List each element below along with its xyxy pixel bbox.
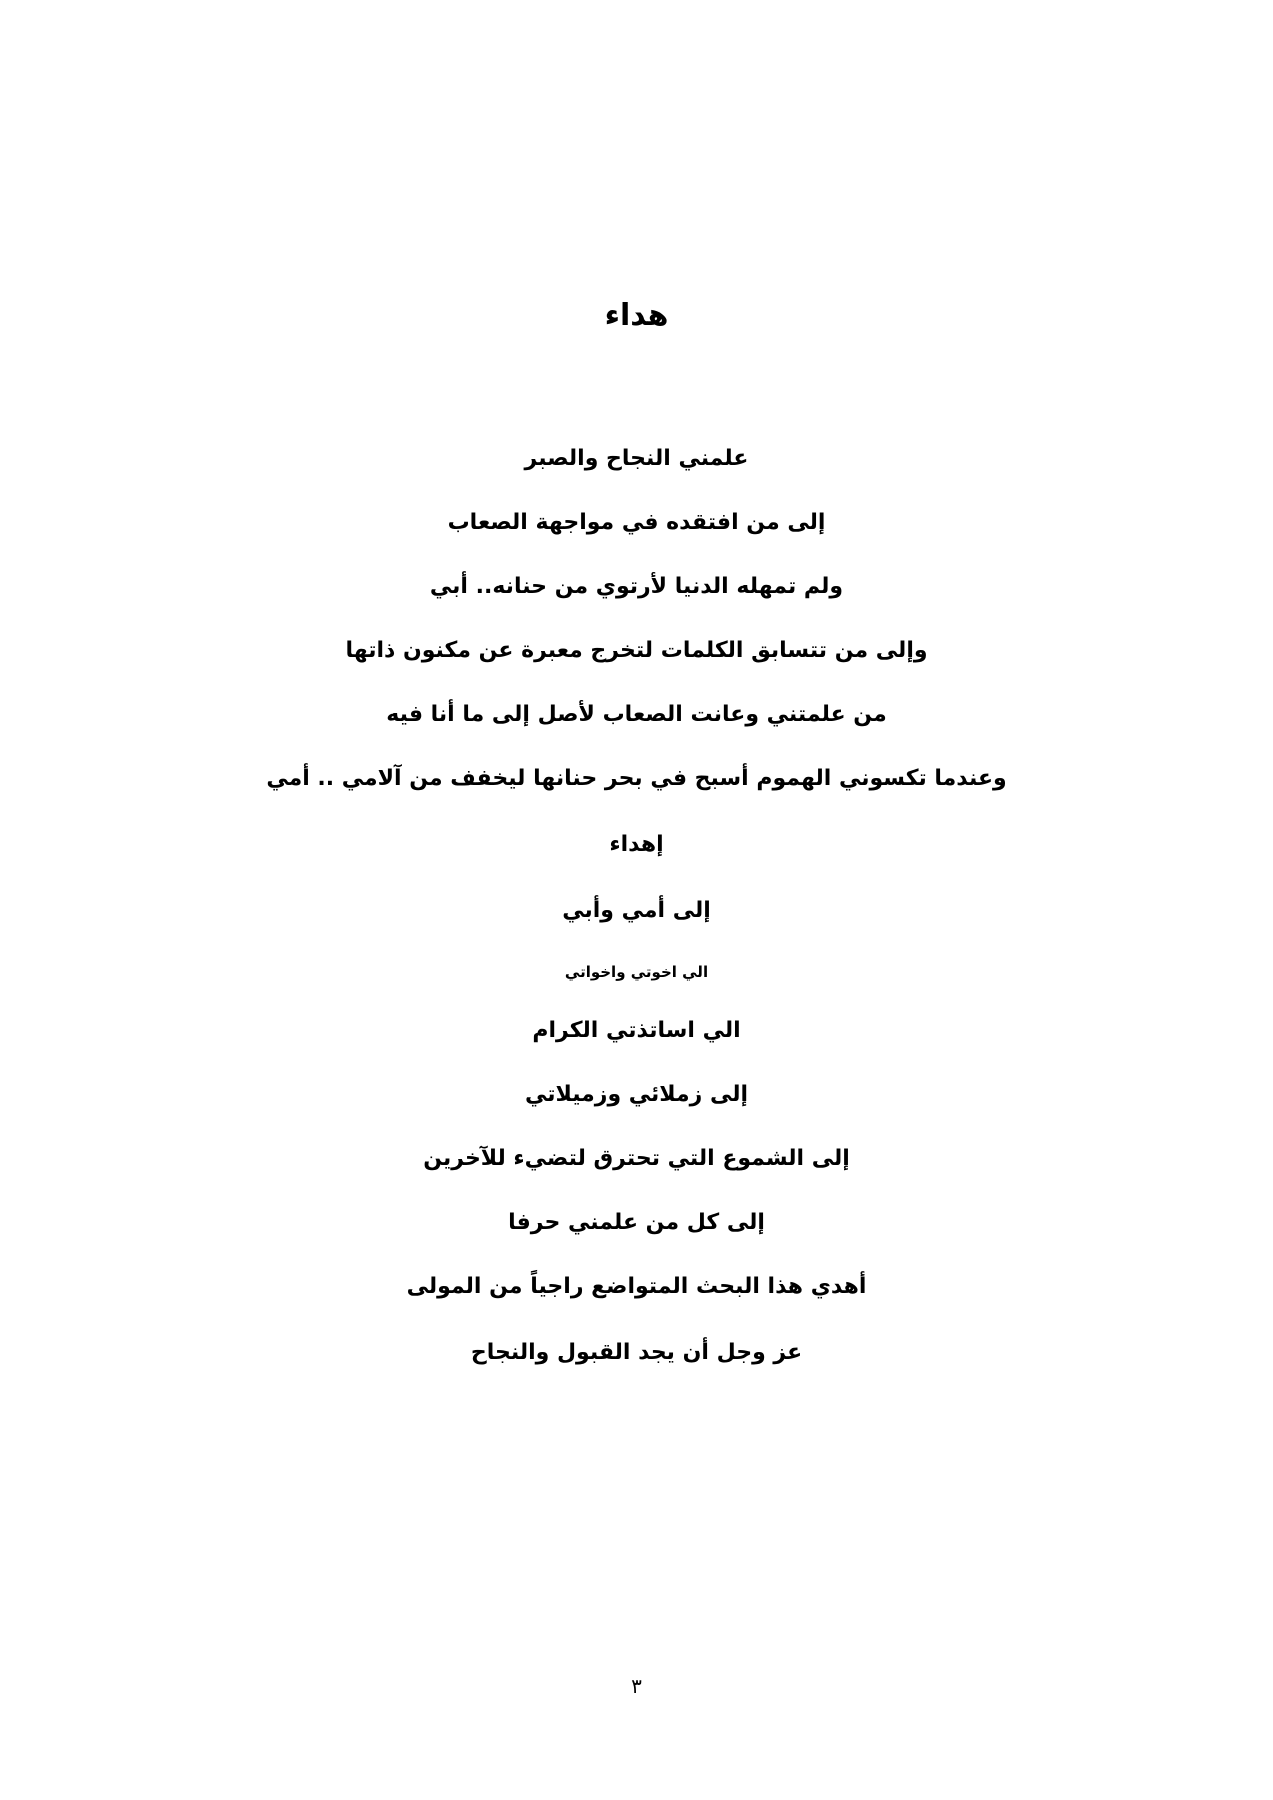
dedication-line-4: وإلى من تتسابق الكلمات لتخرج معبرة عن مكنون ذاتها bbox=[345, 638, 928, 663]
dedication-heading: إهداء bbox=[609, 832, 664, 857]
dedication-line-research: أهدي هذا البحث المتواضع راجياً من المولى bbox=[406, 1274, 867, 1299]
dedication-line-1: علمني النجاح والصبر bbox=[524, 446, 749, 471]
dedication-line-parents: إلى أمي وأبي bbox=[562, 898, 711, 923]
dedication-line-6: وعندما تكسوني الهموم أسبح في بحر حنانها ليخفف من آلامي .. أمي bbox=[266, 766, 1007, 791]
dedication-line-3: ولم تمهله الدنيا لأرتوي من حنانه.. أبي bbox=[429, 574, 844, 599]
page-title: هداء bbox=[604, 298, 669, 333]
page-number: ٣ bbox=[631, 1674, 642, 1698]
dedication-line-siblings: الي اخوتي واخواتي bbox=[564, 963, 709, 981]
dedication-line-teachers-all: إلى كل من علمني حرفا bbox=[508, 1210, 765, 1235]
dedication-line-2: إلى من افتقده في مواجهة الصعاب bbox=[447, 510, 826, 535]
dedication-line-closing: عز وجل أن يجد القبول والنجاح bbox=[470, 1340, 803, 1365]
dedication-line-colleagues: إلى زملائي وزميلاتي bbox=[524, 1082, 749, 1107]
dedication-line-5: من علمتني وعانت الصعاب لأصل إلى ما أنا فيه bbox=[386, 702, 887, 727]
dedication-line-candles: إلى الشموع التي تحترق لتضيء للآخرين bbox=[423, 1146, 850, 1171]
dedication-line-teachers: الي اساتذتي الكرام bbox=[532, 1018, 741, 1043]
